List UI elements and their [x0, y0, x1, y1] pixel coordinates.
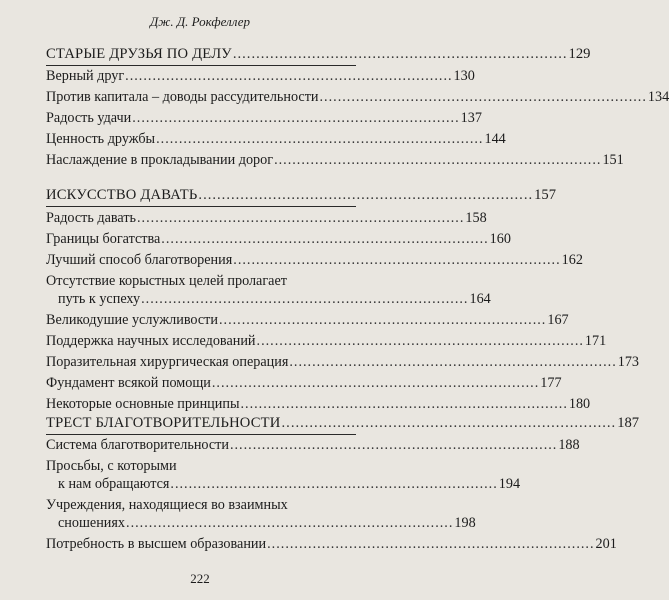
toc-entry[interactable] — [46, 291, 491, 308]
toc-entry-first-line[interactable]: Учреждения, находящиеся во взаимных — [46, 497, 288, 513]
entry-page: 180 — [568, 396, 591, 412]
entry-page: 134 — [647, 89, 669, 105]
toc-section-heading[interactable] — [46, 187, 556, 204]
section-title: ТРЕСТ БЛАГОТВОРИТЕЛЬНОСТИ — [46, 415, 281, 431]
section-page: 187 — [617, 415, 640, 431]
entry-page: 167 — [547, 312, 569, 328]
entry-title: Границы богатства — [46, 231, 161, 247]
entry-title: Поразительная хирургическая операция — [46, 354, 289, 370]
leader-dots: ........................................................................ — [218, 312, 547, 328]
toc-section-2-items — [46, 210, 640, 413]
leader-dots: ........................................................................ — [229, 437, 558, 453]
entry-title: Радость удачи — [46, 110, 132, 126]
page-number: 222 — [190, 571, 210, 586]
leader-dots: ........................................................................ — [240, 396, 568, 412]
entry-title: Поддержка научных исследований — [46, 333, 256, 349]
leader-dots: ........................................................................ — [267, 536, 595, 552]
entry-page: 130 — [453, 68, 475, 84]
toc-entry[interactable] — [46, 476, 521, 493]
entry-title: Ценность дружбы — [46, 131, 156, 147]
leader-dots: ........................................................................ — [274, 152, 602, 168]
running-header: Дж. Д. Рокфеллер — [150, 14, 250, 29]
section-rule — [46, 65, 356, 66]
section-rule — [46, 434, 356, 435]
entry-title: Верный друг — [46, 68, 125, 84]
toc-entry[interactable] — [46, 375, 562, 392]
toc-section-3-items — [46, 437, 617, 553]
leader-dots: ........................................................................ — [281, 415, 617, 431]
entry-page: 177 — [540, 375, 562, 391]
section-title: ИСКУССТВО ДАВАТЬ — [46, 187, 198, 203]
entry-title: Потребность в высшем образовании — [46, 536, 267, 552]
toc-entry[interactable] — [46, 68, 475, 85]
toc-entry[interactable] — [46, 396, 591, 413]
toc-entry[interactable] — [46, 210, 487, 227]
entry-title: Против капитала – доводы рассудительности — [46, 89, 319, 105]
entry-page: 162 — [561, 252, 583, 268]
entry-page: 144 — [484, 131, 506, 147]
toc-entry[interactable] — [46, 536, 617, 553]
entry-title: Система благотворительности — [46, 437, 229, 453]
leader-dots: ........................................................................ — [198, 187, 534, 203]
toc-entry-first-line[interactable]: Отсутствие корыстных целей пролагает — [46, 273, 287, 289]
entry-page: 198 — [454, 515, 476, 531]
entry-page: 151 — [602, 152, 624, 168]
toc-entry[interactable] — [46, 110, 482, 127]
toc-entry[interactable] — [46, 131, 506, 148]
toc-section-heading[interactable] — [46, 415, 640, 432]
leader-dots: ........................................................................ — [137, 210, 465, 226]
leader-dots: ........................................................................ — [256, 333, 584, 349]
toc-entry[interactable] — [46, 437, 580, 454]
entry-title: Лучший способ благотворения — [46, 252, 233, 268]
toc-section-heading[interactable] — [46, 46, 591, 63]
entry-page: 201 — [595, 536, 617, 552]
toc-entry[interactable] — [46, 333, 607, 350]
toc-entry-first-line[interactable]: Просьбы, с которыми — [46, 458, 177, 474]
entry-title: Радость давать — [46, 210, 136, 226]
leader-dots: ........................................................................ — [125, 68, 453, 84]
leader-dots: ........................................................................ — [156, 131, 484, 147]
entry-title: Наслаждение в прокладывании дорог — [46, 152, 274, 168]
entry-page: 137 — [460, 110, 482, 126]
entry-page: 160 — [489, 231, 511, 247]
toc-section-3 — [46, 415, 640, 432]
section-title: СТАРЫЕ ДРУЗЬЯ ПО ДЕЛУ — [46, 46, 232, 62]
entry-title: Некоторые основные принципы — [46, 396, 240, 412]
toc-section-1 — [46, 46, 591, 63]
entry-page: 171 — [584, 333, 607, 349]
entry-page: 173 — [617, 354, 640, 370]
entry-title-continued: к нам обращаются — [58, 476, 170, 492]
toc-entry[interactable] — [46, 89, 669, 106]
toc-entry[interactable] — [46, 354, 640, 371]
leader-dots: ........................................................................ — [132, 110, 460, 126]
toc-entry[interactable] — [46, 231, 511, 248]
section-page: 157 — [534, 187, 556, 203]
leader-dots: ........................................................................ — [289, 354, 617, 370]
entry-page: 158 — [465, 210, 487, 226]
entry-title-continued: путь к успеху — [58, 291, 141, 307]
leader-dots: ........................................................................ — [170, 476, 498, 492]
toc-entry[interactable] — [46, 515, 476, 532]
entry-title: Фундамент всякой помощи — [46, 375, 211, 391]
leader-dots: ........................................................................ — [232, 46, 568, 62]
section-page: 129 — [568, 46, 591, 62]
leader-dots: ........................................................................ — [233, 252, 561, 268]
section-rule — [46, 206, 356, 207]
toc-entry[interactable] — [46, 312, 569, 329]
leader-dots: ........................................................................ — [141, 291, 469, 307]
toc-section-2 — [46, 187, 556, 204]
entry-title: Великодушие услужливости — [46, 312, 218, 328]
entry-title-continued: сношениях — [58, 515, 126, 531]
toc-section-1-items — [46, 68, 669, 169]
leader-dots: ........................................................................ — [126, 515, 454, 531]
leader-dots: ........................................................................ — [211, 375, 540, 391]
entry-page: 188 — [558, 437, 580, 453]
leader-dots: ........................................................................ — [319, 89, 647, 105]
leader-dots: ........................................................................ — [161, 231, 489, 247]
toc-entry[interactable] — [46, 252, 583, 269]
entry-page: 194 — [498, 476, 521, 492]
toc-entry[interactable] — [46, 152, 624, 169]
entry-page: 164 — [469, 291, 491, 307]
